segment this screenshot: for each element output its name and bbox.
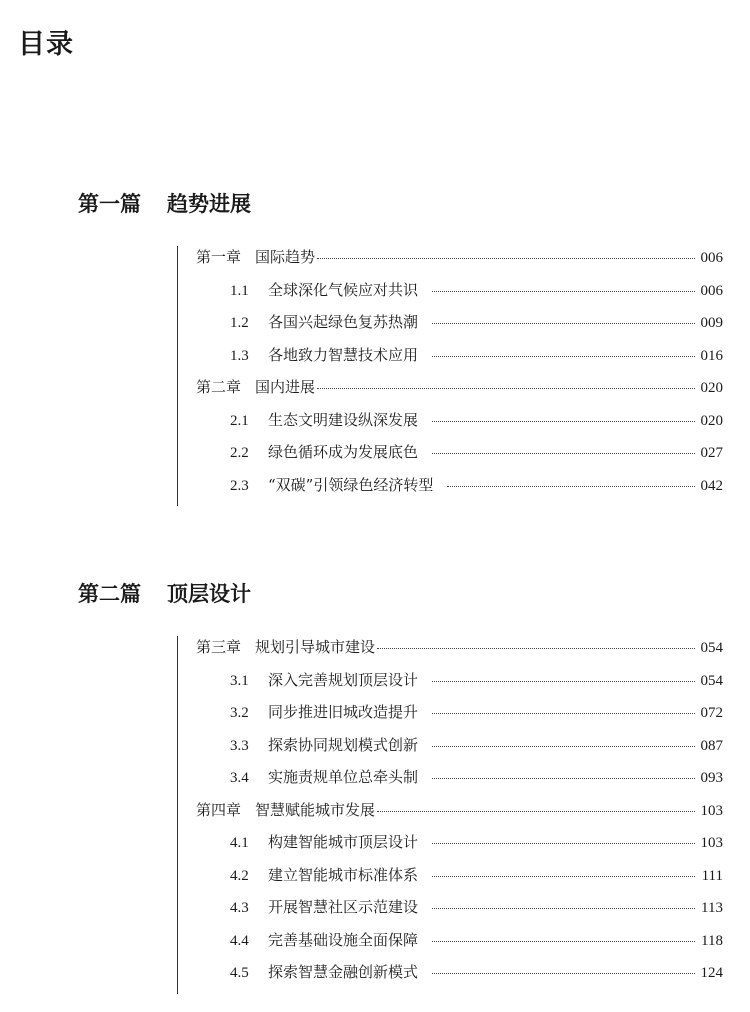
- section-title: 绿色循环成为发展底色: [268, 443, 419, 461]
- toc-entry-label: [178, 669, 418, 690]
- page-number: 111: [701, 867, 723, 884]
- page-title: 目录: [18, 29, 74, 60]
- toc-entry-label: [178, 766, 418, 787]
- toc-chapter-row[interactable]: [178, 799, 723, 832]
- section-title: 构建智能城市顶层设计: [268, 833, 419, 851]
- toc-chapter-row[interactable]: [178, 246, 723, 279]
- page-number: 103: [700, 802, 723, 819]
- toc-section-row[interactable]: [178, 474, 723, 507]
- toc-entry-label: [178, 311, 418, 332]
- section-title: 各国兴起绿色复苏热潮: [268, 313, 419, 331]
- section-number: 1.1: [230, 282, 249, 299]
- toc-section-row[interactable]: [178, 961, 723, 994]
- section-title: 深入完善规划顶层设计: [268, 670, 419, 689]
- section-number: 3.2: [230, 705, 249, 721]
- page-number: 093: [700, 770, 723, 786]
- section-title: 各地致力智慧技术应用: [268, 345, 419, 364]
- toc-entry-label: [178, 864, 418, 885]
- toc-section-row[interactable]: [178, 441, 723, 474]
- section-title: 生态文明建设纵深发展: [268, 410, 419, 429]
- dot-leader: [432, 356, 695, 357]
- toc-entry-label: [178, 799, 375, 820]
- part-title: 顶层设计: [167, 581, 251, 606]
- page-number: 054: [700, 640, 723, 656]
- section-title: 探索协同规划模式创新: [268, 735, 419, 754]
- chapter-number: 第二章: [196, 378, 242, 396]
- dot-leader: [432, 291, 695, 292]
- toc-entry-label: [178, 279, 418, 300]
- toc-entry-label: [178, 441, 418, 462]
- toc-section-row[interactable]: [178, 409, 723, 442]
- dot-leader: [432, 746, 695, 747]
- section-title: 开展智慧社区示范建设: [268, 898, 419, 916]
- toc-section-row[interactable]: [178, 701, 723, 734]
- section-title: 实施责规单位总牵头制: [268, 768, 419, 786]
- dot-leader: [447, 486, 695, 487]
- section-number: 2.2: [230, 445, 249, 461]
- section-title: 探索智慧金融创新模式: [268, 963, 419, 981]
- page-number: 103: [700, 835, 723, 851]
- toc-section-row[interactable]: [178, 896, 723, 929]
- chapter-title: 规划引导城市建设: [255, 638, 376, 656]
- section-title: 同步推进旧城改造提升: [268, 703, 419, 721]
- toc-list: [177, 246, 723, 506]
- section-title: “双碳”引领绿色经济转型: [268, 475, 434, 494]
- toc-section-row[interactable]: [178, 766, 723, 799]
- toc-entry-label: [178, 376, 315, 397]
- dot-leader: [432, 843, 695, 844]
- section-number: 4.4: [230, 932, 249, 949]
- toc-entry-label: [178, 474, 433, 495]
- page-number: 042: [700, 477, 723, 494]
- toc-list: [177, 636, 723, 994]
- toc-section-row[interactable]: [178, 344, 723, 377]
- toc-entry-label: [178, 409, 418, 430]
- page-number: 020: [700, 412, 723, 429]
- chapter-number: 第一章: [196, 248, 242, 266]
- section-number: 3.3: [230, 737, 249, 754]
- toc-section-row[interactable]: [178, 669, 723, 702]
- toc-chapter-row[interactable]: [178, 376, 723, 409]
- section-number: 1.2: [230, 315, 249, 331]
- toc-section-row[interactable]: [178, 311, 723, 344]
- toc-section-row[interactable]: [178, 734, 723, 767]
- dot-leader: [317, 388, 695, 389]
- page-number: 113: [701, 900, 723, 916]
- part-number: 第二篇: [78, 581, 141, 606]
- page-number: 118: [701, 932, 723, 949]
- dot-leader: [432, 453, 695, 454]
- dot-leader: [377, 811, 695, 812]
- page-number: 016: [700, 347, 723, 364]
- page-number: 020: [700, 380, 723, 396]
- dot-leader: [432, 941, 695, 942]
- dot-leader: [432, 713, 695, 714]
- dot-leader: [377, 648, 695, 649]
- toc-section-row[interactable]: [178, 831, 723, 864]
- page-number: 006: [700, 282, 723, 299]
- toc-entry-label: [178, 896, 418, 917]
- dot-leader: [432, 421, 695, 422]
- part-title: 趋势进展: [167, 191, 251, 216]
- dot-leader: [432, 908, 695, 909]
- page-number: 027: [700, 445, 723, 461]
- toc-entry-label: [178, 961, 418, 982]
- dot-leader: [432, 778, 695, 779]
- section-number: 2.3: [230, 477, 249, 494]
- page-number: 009: [700, 315, 723, 331]
- section-number: 3.4: [230, 770, 249, 786]
- chapter-number: 第四章: [196, 800, 242, 819]
- dot-leader: [432, 323, 695, 324]
- toc-section-row[interactable]: [178, 864, 723, 897]
- toc-chapter-row[interactable]: [178, 636, 723, 669]
- toc-entry-label: [178, 929, 418, 950]
- toc-section-row[interactable]: [178, 279, 723, 312]
- section-number: 4.5: [230, 965, 249, 981]
- page-number: 124: [700, 965, 723, 981]
- toc-entry-label: [178, 831, 418, 852]
- toc-entry-label: [178, 344, 418, 365]
- toc-section-row[interactable]: [178, 929, 723, 962]
- dot-leader: [432, 681, 695, 682]
- dot-leader: [432, 973, 695, 974]
- chapter-number: 第三章: [196, 638, 242, 656]
- toc-entry-label: [178, 701, 418, 722]
- page-number: 087: [700, 737, 723, 754]
- section-number: 3.1: [230, 672, 249, 689]
- page-number: 072: [700, 705, 723, 721]
- section-number: 1.3: [230, 347, 249, 364]
- toc-entry-label: [178, 246, 315, 267]
- toc-entry-label: [178, 636, 375, 657]
- section-number: 4.2: [230, 867, 249, 884]
- chapter-title: 国际趋势: [255, 248, 316, 266]
- part-heading: [78, 578, 251, 608]
- page-number: 054: [700, 672, 723, 689]
- section-title: 完善基础设施全面保障: [268, 930, 419, 949]
- toc-entry-label: [178, 734, 418, 755]
- part-number: 第一篇: [78, 191, 141, 216]
- page-number: 006: [700, 250, 723, 266]
- section-number: 4.1: [230, 835, 249, 851]
- section-title: 全球深化气候应对共识: [268, 280, 419, 299]
- chapter-title: 国内进展: [255, 378, 316, 396]
- section-number: 2.1: [230, 412, 249, 429]
- section-title: 建立智能城市标准体系: [268, 865, 419, 884]
- dot-leader: [432, 876, 695, 877]
- chapter-title: 智慧赋能城市发展: [255, 800, 376, 819]
- dot-leader: [317, 258, 695, 259]
- section-number: 4.3: [230, 900, 249, 916]
- part-heading: [78, 188, 251, 218]
